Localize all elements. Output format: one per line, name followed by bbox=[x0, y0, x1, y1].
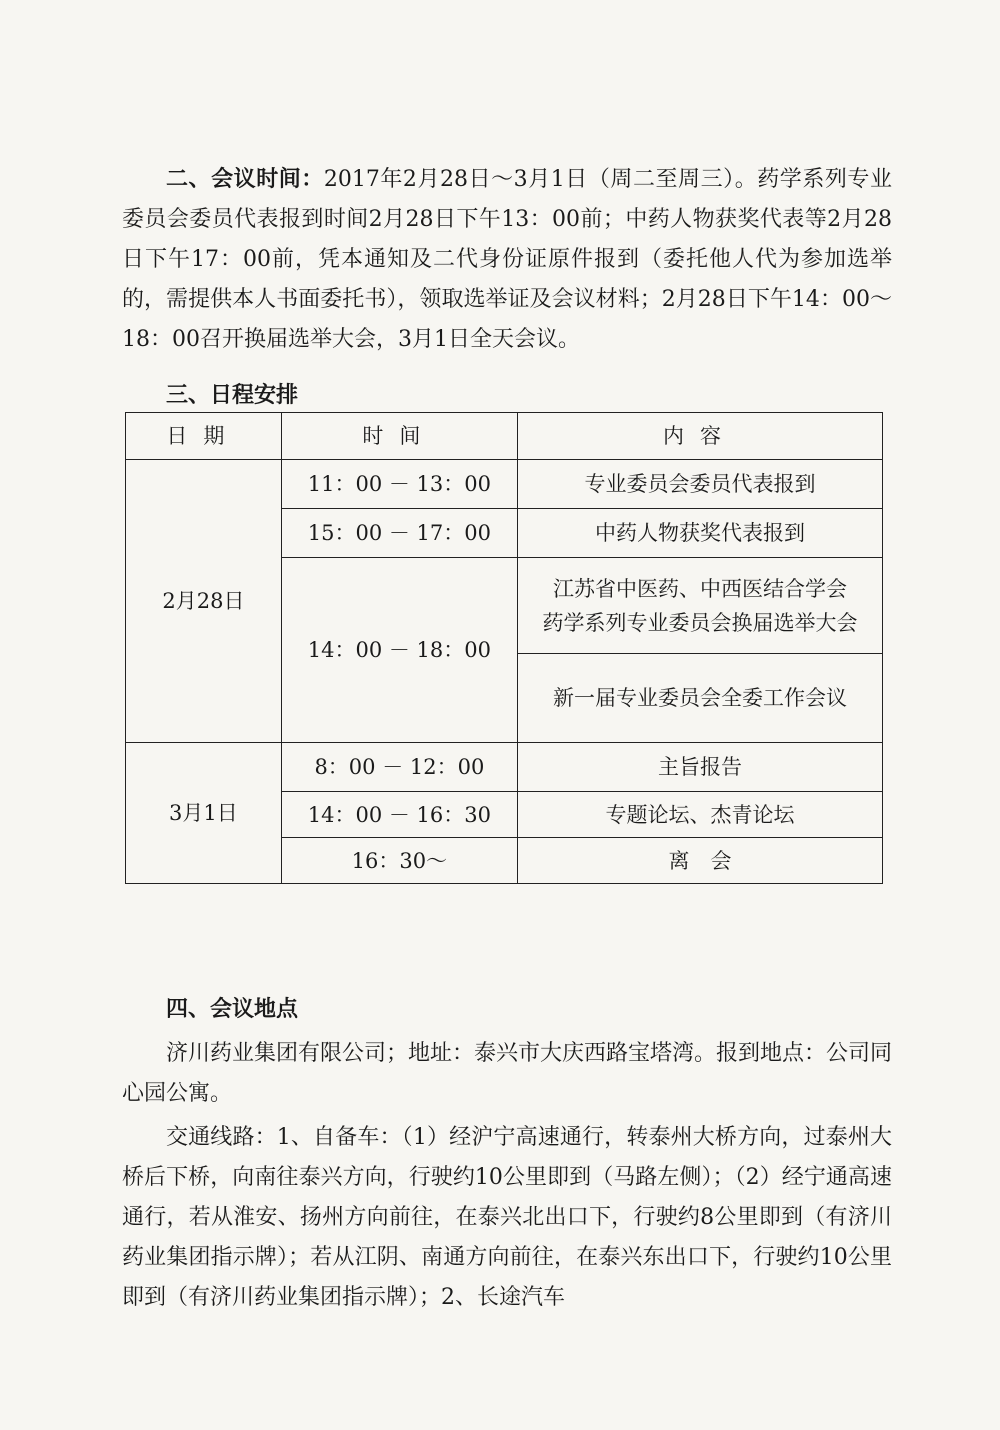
content-cell: 主旨报告 bbox=[517, 743, 882, 792]
time-cell: 11：00 － 13：00 bbox=[281, 460, 517, 509]
table-row bbox=[126, 460, 883, 509]
day2-cell: 3月1日 bbox=[126, 743, 282, 884]
section2-paragraph bbox=[122, 160, 892, 360]
content-cell: 中药人物获奖代表报到 bbox=[517, 509, 882, 558]
table-header-row bbox=[126, 413, 883, 460]
time-cell: 15：00 － 17：00 bbox=[281, 509, 517, 558]
content-cell: 专题论坛、杰青论坛 bbox=[517, 792, 882, 838]
content-cell bbox=[517, 558, 882, 654]
time-cell: 14：00 － 18：00 bbox=[281, 558, 517, 743]
header-content: 内容 bbox=[517, 413, 882, 460]
day1-cell: 2月28日 bbox=[126, 460, 282, 743]
content-cell: 专业委员会委员代表报到 bbox=[517, 460, 882, 509]
time-cell: 14：00 － 16：30 bbox=[281, 792, 517, 838]
header-time: 时间 bbox=[281, 413, 517, 460]
header-date: 日期 bbox=[126, 413, 282, 460]
time-cell: 8：00 － 12：00 bbox=[281, 743, 517, 792]
section4-location: 济川药业集团有限公司；地址：泰兴市大庆西路宝塔湾。报到地点：公司同心园公寓。 bbox=[122, 1041, 893, 1106]
table-row bbox=[126, 743, 883, 792]
content-line: 药学系列专业委员会换届选举大会 bbox=[542, 610, 858, 635]
schedule-table bbox=[125, 412, 883, 884]
section4-title: 四、会议地点 bbox=[166, 997, 299, 1022]
section2-title: 二、会议时间： bbox=[166, 167, 324, 192]
section4-transport: 交通线路：1、自备车：（1）经沪宁高速通行，转泰州大桥方向，过泰州大桥后下桥，向南往泰兴方向，行驶约10公里即到（马路左侧）；（2）经宁通高速通行，若从淮安、扬州方向前往，在泰兴北出口下，行驶约8公里即到（有济川药业集团指示牌）；若从江阴、南通方向前往，在泰兴东出口下，行驶约10公里即到（有济川药业集团指示牌）；2、长途汽车 bbox=[122, 1125, 892, 1310]
content-cell: 离 会 bbox=[517, 838, 882, 884]
section3-title: 三、日程安排 bbox=[166, 383, 299, 408]
section2-body: 2017年2月28日～3月1日（周二至周三）。药学系列专业委员会委员代表报到时间2月28日下午13：00前；中药人物获奖代表等2月28日下午17：00前，凭本通知及二代身份证原件报到（委托他人代为参加选举的，需提供本人书面委托书），领取选举证及会议材料；2月28日下午14：00～18：00召开换届选举大会，3月1日全天会议。 bbox=[122, 167, 892, 352]
content-line: 江苏省中医药、中西医结合学会 bbox=[552, 576, 847, 601]
time-cell: 16：30～ bbox=[281, 838, 517, 884]
content-cell: 新一届专业委员会全委工作会议 bbox=[517, 654, 882, 743]
